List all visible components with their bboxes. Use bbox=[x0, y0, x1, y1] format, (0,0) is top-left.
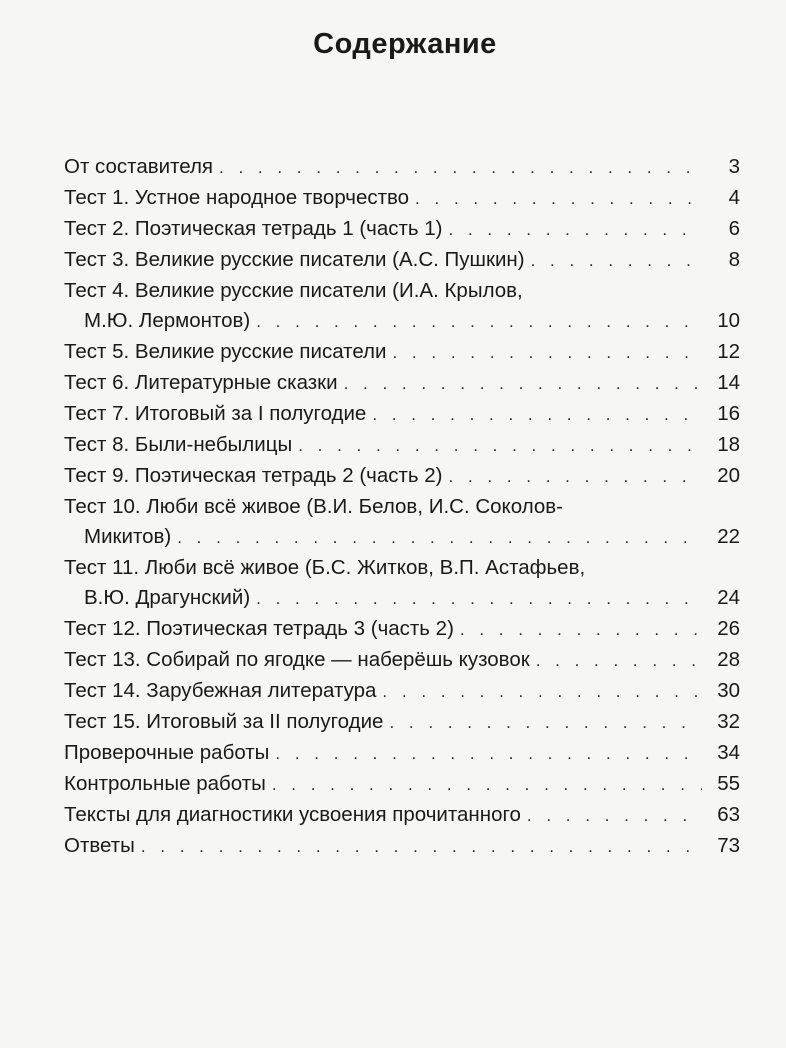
toc-entry-line bbox=[64, 214, 740, 245]
toc-page-number: 16 bbox=[717, 402, 740, 425]
toc-entry-title: Тест 12. Поэтическая тетрадь 3 (часть 2) bbox=[64, 617, 454, 640]
dot-leader bbox=[382, 677, 702, 707]
toc-entry-title: Тест 9. Поэтическая тетрадь 2 (часть 2) bbox=[64, 464, 443, 487]
toc-entry-title: Тест 10. Люби всё живое (В.И. Белов, И.С. Соколов- bbox=[64, 495, 564, 518]
toc-entry-line bbox=[64, 337, 740, 368]
dot-leader bbox=[256, 307, 702, 337]
toc-entry-line bbox=[64, 553, 740, 583]
toc-entry-title: М.Ю. Лермонтов) bbox=[84, 309, 251, 332]
dot-leader bbox=[344, 369, 702, 399]
toc-entry-title: Тест 7. Итоговый за I полугодие bbox=[64, 402, 367, 425]
toc-entry bbox=[64, 368, 740, 399]
toc-entry bbox=[64, 183, 740, 214]
toc-entry-title: Ответы bbox=[64, 834, 135, 857]
toc-entry-title: Тест 13. Собирай по ягодке — наберёшь кузовок bbox=[64, 648, 530, 671]
toc-entry-line bbox=[64, 769, 740, 800]
toc-entry-line bbox=[64, 461, 740, 492]
toc-entry-line bbox=[64, 707, 740, 738]
toc-entry-title: Тест 8. Были-небылицы bbox=[64, 433, 293, 456]
toc-entry-title: Тест 2. Поэтическая тетрадь 1 (часть 1) bbox=[64, 217, 443, 240]
toc-entry-title: Тест 1. Устное народное творчество bbox=[64, 186, 410, 209]
dot-leader bbox=[275, 739, 702, 769]
toc-page-number: 3 bbox=[728, 155, 740, 178]
toc-page-number: 8 bbox=[728, 248, 740, 271]
toc-page-number: 6 bbox=[728, 217, 740, 240]
toc-entry bbox=[64, 430, 740, 461]
toc-page-number: 4 bbox=[728, 186, 740, 209]
toc-entry bbox=[64, 800, 740, 831]
toc-entry bbox=[64, 492, 740, 553]
toc-entry-line bbox=[64, 522, 740, 553]
toc-entry-title: Тест 5. Великие русские писатели bbox=[64, 340, 387, 363]
dot-leader bbox=[449, 462, 703, 492]
toc-entry bbox=[64, 245, 740, 276]
toc-entry bbox=[64, 645, 740, 676]
toc-entry-line bbox=[64, 430, 740, 461]
dot-leader bbox=[256, 584, 702, 614]
toc-entry-line bbox=[64, 399, 740, 430]
toc-entry-line bbox=[64, 645, 740, 676]
dot-leader bbox=[460, 615, 702, 645]
toc-page-number: 22 bbox=[717, 525, 740, 548]
toc-entry bbox=[64, 676, 740, 707]
toc-entry bbox=[64, 337, 740, 368]
toc-entry-line bbox=[64, 800, 740, 831]
toc-entry-line bbox=[64, 245, 740, 276]
toc-entry-line bbox=[64, 738, 740, 769]
toc-entry bbox=[64, 614, 740, 645]
toc-entry-title: Тест 4. Великие русские писатели (И.А. Крылов, bbox=[64, 279, 523, 302]
toc-page-number: 34 bbox=[717, 741, 740, 764]
toc-entry bbox=[64, 831, 740, 862]
toc-entry bbox=[64, 214, 740, 245]
dot-leader bbox=[372, 400, 702, 430]
toc-entry bbox=[64, 276, 740, 337]
toc-page-number: 12 bbox=[717, 340, 740, 363]
toc-entry-title: Тест 6. Литературные сказки bbox=[64, 371, 338, 394]
dot-leader bbox=[389, 708, 702, 738]
dot-leader bbox=[449, 215, 703, 245]
toc-page-number: 26 bbox=[717, 617, 740, 640]
toc-entry bbox=[64, 152, 740, 183]
toc-entry-title: Контрольные работы bbox=[64, 772, 266, 795]
dot-leader bbox=[415, 184, 702, 214]
toc-page-number: 32 bbox=[717, 710, 740, 733]
dot-leader bbox=[177, 523, 702, 553]
toc-page-number: 28 bbox=[717, 648, 740, 671]
page-title: Содержание bbox=[313, 28, 497, 60]
toc-entry-line bbox=[64, 152, 740, 183]
toc-page-number: 24 bbox=[717, 586, 740, 609]
toc-entry-line bbox=[64, 676, 740, 707]
toc-page-number: 30 bbox=[717, 679, 740, 702]
toc-page-number: 63 bbox=[717, 803, 740, 826]
dot-leader bbox=[141, 832, 702, 862]
toc-entry-line bbox=[64, 183, 740, 214]
toc-entry-line bbox=[64, 492, 740, 522]
toc-entry bbox=[64, 738, 740, 769]
toc-entry-title: В.Ю. Драгунский) bbox=[84, 586, 251, 609]
toc-page-number: 73 bbox=[717, 834, 740, 857]
toc-entry-title: Тест 3. Великие русские писатели (А.С. Пушкин) bbox=[64, 248, 525, 271]
toc-entry bbox=[64, 399, 740, 430]
toc-entry-line bbox=[64, 831, 740, 862]
dot-leader bbox=[392, 338, 702, 368]
dot-leader bbox=[219, 153, 702, 183]
toc-entry bbox=[64, 461, 740, 492]
toc-page-number: 55 bbox=[717, 772, 740, 795]
toc-entry-title: Тест 14. Зарубежная литература bbox=[64, 679, 377, 702]
toc-page-number: 14 bbox=[717, 371, 740, 394]
toc-page-number: 18 bbox=[717, 433, 740, 456]
toc-entry-title: Тексты для диагностики усвоения прочитанного bbox=[64, 803, 521, 826]
toc-entry-line bbox=[64, 306, 740, 337]
toc-page-number: 10 bbox=[717, 309, 740, 332]
dot-leader bbox=[272, 770, 702, 800]
toc-entry-title: Тест 15. Итоговый за II полугодие bbox=[64, 710, 384, 733]
toc-entry-title: Проверочные работы bbox=[64, 741, 270, 764]
toc-entry-title: Тест 11. Люби всё живое (Б.С. Житков, В.П. Астафьев, bbox=[64, 556, 586, 579]
toc-entry-line bbox=[64, 583, 740, 614]
toc-entry-title: Микитов) bbox=[84, 525, 172, 548]
toc-entry bbox=[64, 769, 740, 800]
dot-leader bbox=[536, 646, 702, 676]
toc-entry-line bbox=[64, 276, 740, 306]
toc-page-number: 20 bbox=[717, 464, 740, 487]
table-of-contents bbox=[64, 152, 740, 862]
toc-entry bbox=[64, 707, 740, 738]
dot-leader bbox=[531, 246, 702, 276]
toc-entry-line bbox=[64, 368, 740, 399]
toc-entry-line bbox=[64, 614, 740, 645]
toc-entry-title: От составителя bbox=[64, 155, 214, 178]
toc-entry bbox=[64, 553, 740, 614]
dot-leader bbox=[527, 801, 702, 831]
dot-leader bbox=[298, 431, 702, 461]
